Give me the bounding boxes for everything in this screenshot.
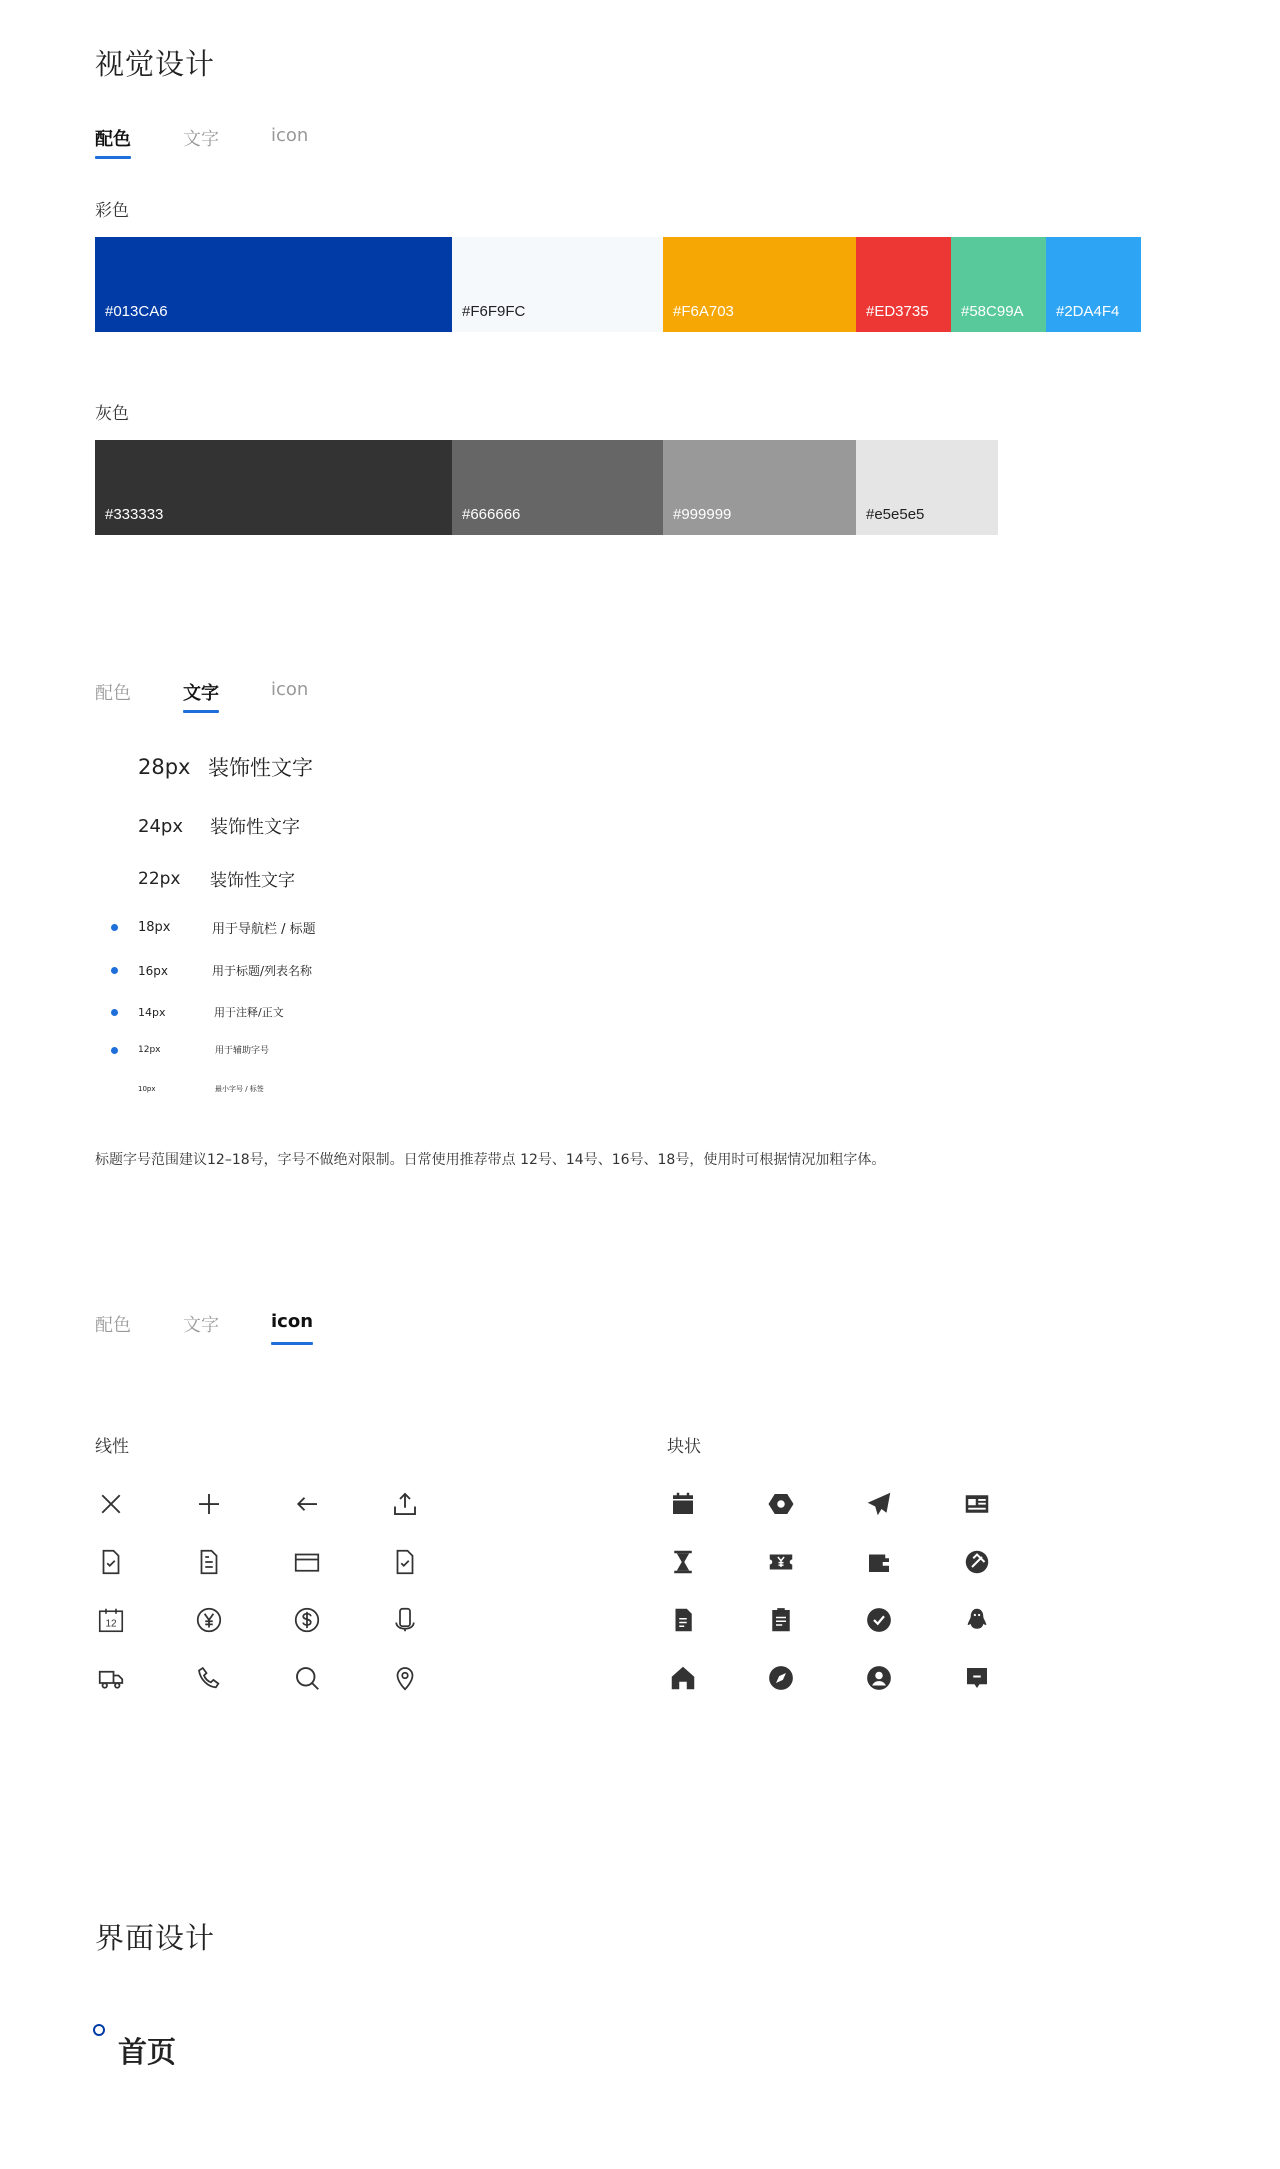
clipboard-solid-icon: [765, 1604, 797, 1636]
typo-size: 16px: [138, 963, 168, 978]
swatch-F6A703: [663, 237, 856, 332]
home-heading: 首页: [118, 2035, 177, 2069]
swatch-e5e5e5: [856, 440, 998, 535]
tab-color[interactable]: 配色: [95, 125, 131, 159]
document-icon: [193, 1546, 225, 1578]
bullet-dot: [111, 924, 118, 931]
calendar-icon: [95, 1604, 127, 1636]
swatch-label: #013CA6: [105, 303, 168, 320]
home-solid-icon: [667, 1662, 699, 1694]
plus-icon: [193, 1488, 225, 1520]
swatch-999999: [663, 440, 856, 535]
document-check-icon: [389, 1546, 421, 1578]
send-solid-icon: [863, 1488, 895, 1520]
user-circle-solid-icon: [863, 1662, 895, 1694]
tabs-typography: [95, 679, 308, 713]
swatch-label: #2DA4F4: [1056, 303, 1120, 320]
swatch-666666: [452, 440, 663, 535]
typo-text: 最小字号 / 标签: [215, 1085, 264, 1093]
gray-label: 灰色: [95, 404, 129, 424]
tab-icon[interactable]: icon: [271, 1311, 313, 1345]
tab-text[interactable]: 文字: [183, 679, 219, 713]
ticket-solid-icon: [765, 1546, 797, 1578]
typo-size: 14px: [138, 1005, 166, 1019]
tab-color[interactable]: 配色: [95, 683, 131, 704]
typo-sample-24: [138, 813, 300, 839]
swatch-2DA4F4: [1046, 237, 1141, 332]
swatch-label: #F6A703: [673, 303, 734, 320]
card-icon: [291, 1546, 323, 1578]
news-solid-icon: [961, 1488, 993, 1520]
close-icon: [95, 1488, 127, 1520]
swatch-label: #666666: [462, 506, 521, 523]
typo-size: 12px: [138, 1044, 161, 1055]
typo-sample-16: [138, 962, 312, 979]
swatch-label: #ED3735: [866, 303, 929, 320]
swatch-F6F9FC: [452, 237, 663, 332]
upload-icon: [389, 1488, 421, 1520]
swatch-58C99A: [951, 237, 1046, 332]
swatch-label: #999999: [673, 506, 732, 523]
typo-size: 10px: [138, 1085, 156, 1093]
line-icon-grid: [95, 1488, 487, 1694]
no-entry-solid-icon: [961, 1546, 993, 1578]
colorful-label: 彩色: [95, 201, 129, 221]
typo-sample-28: [138, 752, 313, 782]
phone-icon: [193, 1662, 225, 1694]
document-check-icon: [95, 1546, 127, 1578]
typo-text: 装饰性文字: [208, 756, 313, 780]
hexagon-solid-icon: [765, 1488, 797, 1520]
arrow-left-icon: [291, 1488, 323, 1520]
bullet-dot: [111, 967, 118, 974]
tab-icon[interactable]: icon: [271, 679, 309, 700]
tab-text[interactable]: 文字: [183, 129, 219, 150]
truck-icon: [95, 1662, 127, 1694]
swatch-label: #F6F9FC: [462, 303, 526, 320]
tabs-color: [95, 125, 308, 159]
swatch-label: #333333: [105, 506, 164, 523]
typo-sample-22: [138, 866, 295, 891]
yen-circle-icon: [193, 1604, 225, 1636]
typo-text: 装饰性文字: [210, 817, 300, 838]
typo-sample-10: [138, 1084, 264, 1094]
block-icon-grid: [667, 1488, 1059, 1694]
tabs-icon: [95, 1311, 313, 1345]
wallet-solid-icon: [863, 1546, 895, 1578]
typo-size: 24px: [138, 815, 183, 837]
tab-text[interactable]: 文字: [183, 1315, 219, 1336]
bullet-dot: [111, 1047, 118, 1054]
ui-design-title: 界面设计: [95, 1921, 216, 1955]
phone-device-icon: [389, 1604, 421, 1636]
typo-text: 用于辅助字号: [215, 1046, 270, 1056]
typography-note: 标题字号范围建议12–18号，字号不做绝对限制。日常使用推荐带点 12号、14号、16号、18号，使用时可根据情况加粗字体。: [95, 1152, 886, 1168]
visual-design-title: 视觉设计: [95, 47, 216, 81]
swatch-label: #58C99A: [961, 303, 1024, 320]
tab-icon[interactable]: icon: [271, 125, 309, 146]
calendar-solid-icon: [667, 1488, 699, 1520]
check-circle-solid-icon: [863, 1604, 895, 1636]
typo-sample-12: [138, 1043, 269, 1056]
line-icons-label: 线性: [95, 1437, 129, 1457]
typo-size: 18px: [138, 920, 171, 935]
search-icon: [291, 1662, 323, 1694]
typo-size: 22px: [138, 868, 181, 889]
colorful-palette: [95, 237, 1141, 332]
message-solid-icon: [961, 1662, 993, 1694]
dollar-circle-icon: [291, 1604, 323, 1636]
swatch-ED3735: [856, 237, 951, 332]
block-icons-label: 块状: [667, 1437, 701, 1457]
typo-size: 28px: [138, 755, 191, 779]
files-solid-icon: [667, 1604, 699, 1636]
typo-text: 用于标题/列表名称: [212, 964, 313, 978]
hourglass-solid-icon: [667, 1546, 699, 1578]
compass-solid-icon: [765, 1662, 797, 1694]
typo-sample-18: [138, 918, 316, 937]
penguin-solid-icon: [961, 1604, 993, 1636]
typo-text: 装饰性文字: [210, 871, 295, 891]
gray-palette: [95, 440, 998, 535]
swatch-013CA6: [95, 237, 452, 332]
bullet-dot: [111, 1009, 118, 1016]
location-pin-icon: [389, 1662, 421, 1694]
typo-sample-14: [138, 1004, 284, 1020]
typo-text: 用于注释/正文: [214, 1006, 284, 1019]
home-bullet-icon: [93, 2024, 105, 2036]
swatch-333333: [95, 440, 452, 535]
typo-text: 用于导航栏 / 标题: [212, 922, 316, 937]
tab-color[interactable]: 配色: [95, 1315, 131, 1336]
swatch-label: #e5e5e5: [866, 506, 925, 523]
calendar-number: 12: [105, 1618, 117, 1630]
